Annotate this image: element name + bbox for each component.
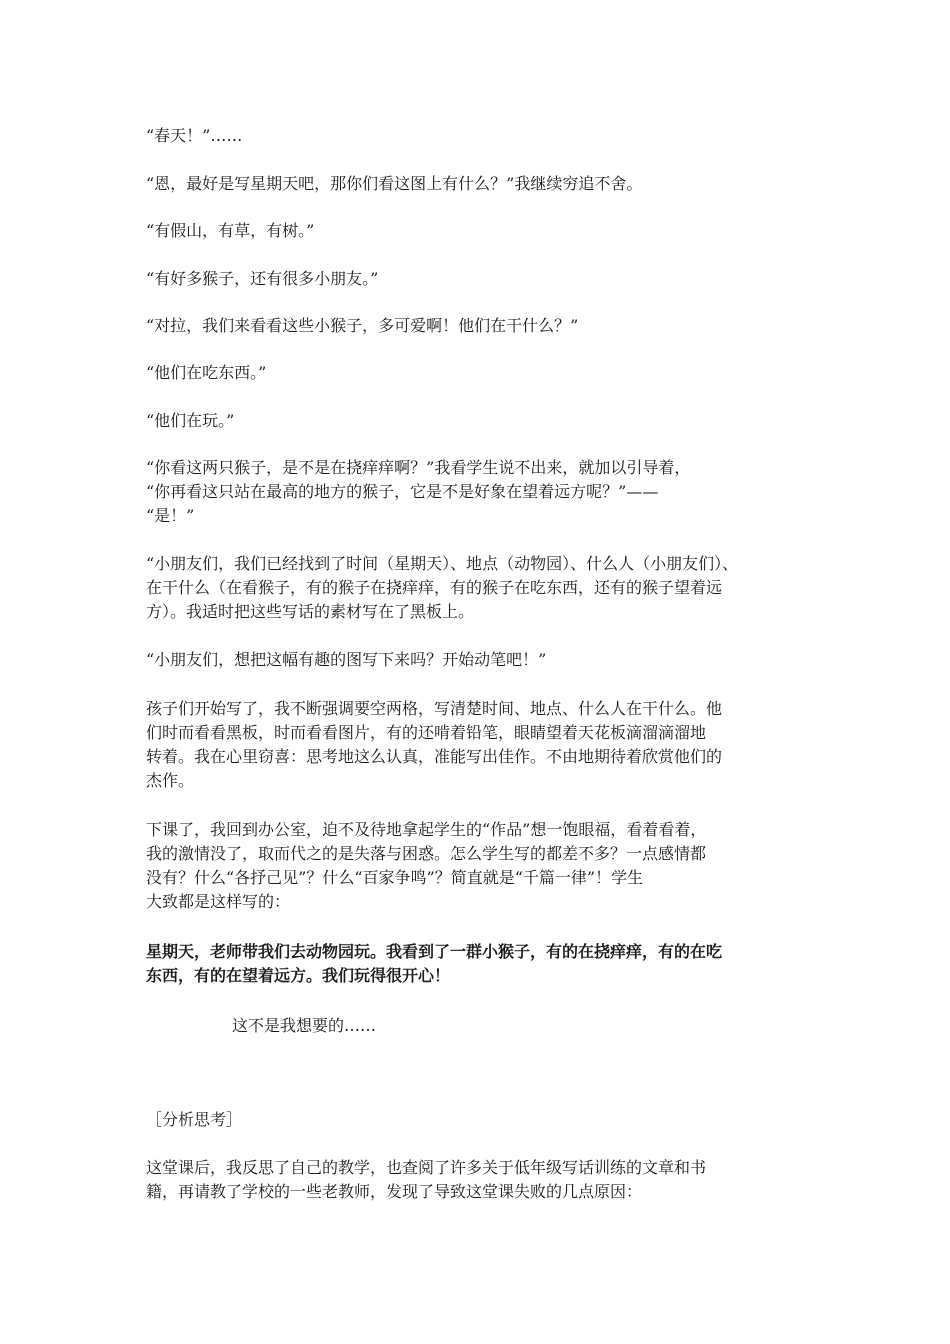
text-line: 星期天，老师带我们去动物园玩。我看到了一群小猴子，有的在挠痒痒，有的在吃: [146, 942, 723, 961]
text-line: “你看这两只猴子，是不是在挠痒痒啊？”我看学生说不出来，就加以引导着，: [146, 458, 691, 477]
paragraph-eating: [146, 361, 816, 385]
text-line: “春天！”……: [146, 126, 243, 145]
paragraph-playing: [146, 409, 816, 433]
paragraph-spring: [146, 124, 816, 148]
text-line: 没有？什么“各抒己见”？什么“百家争鸣”？简直就是“千篇一律”！学生: [146, 868, 644, 887]
text-line: 转着。我在心里窃喜：思考地这么认真，准能写出佳作。不由地期待着欣赏他们的: [146, 747, 723, 766]
paragraph-materials: [146, 552, 816, 624]
paragraph-start-writing: [146, 648, 816, 672]
text-line: “他们在吃东西。”: [146, 363, 267, 382]
paragraph-reflection: [146, 1156, 816, 1204]
text-line: “对拉，我们来看看这些小猴子，多可爱啊！他们在干什么？”: [146, 316, 579, 335]
text-line: “他们在玩。”: [146, 411, 235, 430]
text-line: “你再看这只站在最高的地方的猴子，它是不是好象在望着远方呢？”——: [146, 482, 659, 501]
paragraph-student-sample: [146, 940, 816, 988]
paragraph-children-writing: [146, 697, 816, 793]
paragraph-cute-monkeys: [146, 314, 816, 338]
text-line: 这不是我想要的……: [232, 1016, 377, 1035]
paragraph-not-wanted: [146, 1014, 902, 1038]
text-line: “恩，最好是写星期天吧，那你们看这图上有什么？”我继续穷追不舍。: [146, 174, 643, 193]
text-line: 在干什么（在看猴子，有的猴子在挠痒痒，有的猴子在吃东西，还有的猴子望着远: [146, 578, 723, 597]
text-line: “小朋友们，想把这幅有趣的图写下来吗？开始动笔吧！”: [146, 650, 547, 669]
text-line: 我的激情没了，取而代之的是失落与困惑。怎么学生写的都差不多？一点感情都: [146, 844, 707, 863]
text-line: 杰作。: [146, 771, 195, 790]
text-line: 大致都是这样写的：: [146, 892, 291, 911]
text-line: 东西，有的在望着远方。我们玩得很开心！: [146, 966, 451, 985]
text-line: “有好多猴子，还有很多小朋友。”: [146, 269, 379, 288]
paragraph-guiding: [146, 456, 816, 528]
text-line: 们时而看看黑板，时而看看图片，有的还啃着铅笔，眼睛望着天花板滴溜滴溜地: [146, 723, 707, 742]
text-line: “有假山，有草，有树。”: [146, 221, 315, 240]
text-line: 这堂课后，我反思了自己的教学，也查阅了许多关于低年级写话训练的文章和书: [146, 1158, 707, 1177]
paragraph-rockery: [146, 219, 816, 243]
text-line: “小朋友们，我们已经找到了时间（星期天）、地点（动物园）、什么人（小朋友们）、: [146, 554, 739, 573]
paragraph-after-class: [146, 818, 816, 914]
paragraph-sunday: [146, 172, 816, 196]
section-heading-analysis: [146, 1108, 816, 1132]
text-line: “是！”: [146, 506, 195, 525]
paragraph-monkeys: [146, 267, 816, 291]
text-line: 下课了，我回到办公室，迫不及待地拿起学生的“作品”想一饱眼福，看着看着，: [146, 820, 707, 839]
text-line: 方）。我适时把这些写话的素材写在了黑板上。: [146, 602, 475, 621]
text-line: 籍，再请教了学校的一些老教师，发现了导致这堂课失败的几点原因：: [146, 1182, 643, 1201]
text-line: 孩子们开始写了，我不断强调要空两格，写清楚时间、地点、什么人在干什么。他: [146, 699, 723, 718]
text-line: ［分析思考］: [146, 1110, 243, 1129]
